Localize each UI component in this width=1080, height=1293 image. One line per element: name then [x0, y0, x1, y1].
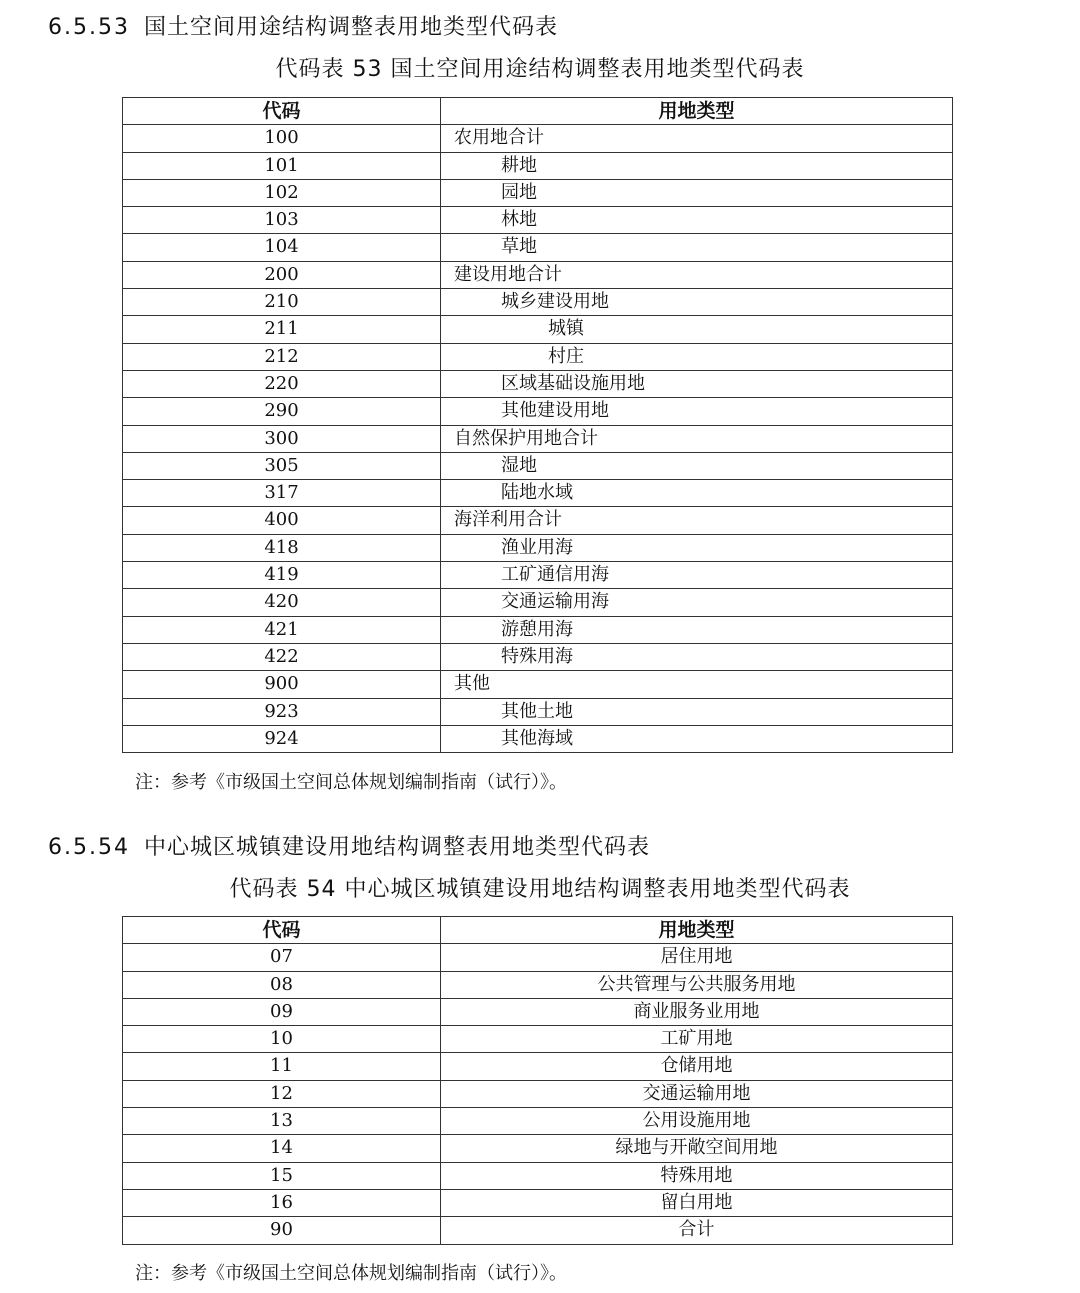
code-cell: 210	[123, 289, 441, 316]
land-type-cell: 城乡建设用地	[441, 289, 953, 316]
table-row	[123, 152, 953, 179]
table-row	[123, 1053, 953, 1080]
land-type-cell: 林地	[441, 207, 953, 234]
code-cell: 14	[123, 1135, 441, 1162]
table-54-title: 代码表 54 中心城区城镇建设用地结构调整表用地类型代码表	[229, 877, 851, 902]
code-cell: 10	[123, 1026, 441, 1053]
code-cell: 16	[123, 1189, 441, 1216]
land-type-cell: 交通运输用地	[441, 1080, 953, 1107]
land-type-cell: 绿地与开敞空间用地	[441, 1135, 953, 1162]
code-cell: 11	[123, 1053, 441, 1080]
table-row	[123, 207, 953, 234]
land-type-cell: 特殊用地	[441, 1162, 953, 1189]
table-53-note: 注：参考《市级国土空间总体规划编制指南（试行）》。	[135, 772, 567, 793]
code-cell: 220	[123, 370, 441, 397]
code-cell: 08	[123, 971, 441, 998]
table-row	[123, 234, 953, 261]
table-row	[123, 1189, 953, 1216]
table-row	[123, 1162, 953, 1189]
land-type-cell: 公共管理与公共服务用地	[441, 971, 953, 998]
table-53-title: 代码表 53 国土空间用途结构调整表用地类型代码表	[275, 57, 805, 82]
land-type-cell: 留白用地	[441, 1189, 953, 1216]
land-type-cell: 农用地合计	[441, 125, 953, 152]
land-type-cell: 居住用地	[441, 944, 953, 971]
land-type-cell: 工矿通信用海	[441, 562, 953, 589]
section-54-heading-text: 中心城区城镇建设用地结构调整表用地类型代码表	[144, 835, 651, 860]
code-cell: 200	[123, 261, 441, 288]
land-type-cell: 商业服务业用地	[441, 998, 953, 1025]
code-table-53	[122, 97, 953, 753]
table-row	[123, 998, 953, 1025]
table-row	[123, 643, 953, 670]
code-cell: 13	[123, 1108, 441, 1135]
code-cell: 923	[123, 698, 441, 725]
table-row	[123, 616, 953, 643]
land-type-cell: 渔业用海	[441, 534, 953, 561]
code-cell: 07	[123, 944, 441, 971]
table-54-note: 注：参考《市级国土空间总体规划编制指南（试行）》。	[135, 1263, 567, 1284]
table-row	[123, 1080, 953, 1107]
land-type-cell: 园地	[441, 179, 953, 206]
land-type-cell: 区域基础设施用地	[441, 370, 953, 397]
code-cell: 317	[123, 480, 441, 507]
table-header-row	[123, 917, 953, 944]
land-type-cell: 城镇	[441, 316, 953, 343]
code-cell: 102	[123, 179, 441, 206]
section-54-number: 6.5.54	[48, 835, 130, 860]
code-cell: 211	[123, 316, 441, 343]
land-type-cell: 草地	[441, 234, 953, 261]
land-type-cell: 村庄	[441, 343, 953, 370]
land-type-cell: 建设用地合计	[441, 261, 953, 288]
table-row	[123, 1217, 953, 1244]
table-row	[123, 316, 953, 343]
code-cell: 90	[123, 1217, 441, 1244]
table-row	[123, 1135, 953, 1162]
table-row	[123, 370, 953, 397]
table-row	[123, 343, 953, 370]
table-row	[123, 261, 953, 288]
table-row	[123, 452, 953, 479]
code-cell: 09	[123, 998, 441, 1025]
code-cell: 900	[123, 671, 441, 698]
land-type-cell: 仓储用地	[441, 1053, 953, 1080]
table-row	[123, 398, 953, 425]
land-type-cell: 其他海域	[441, 725, 953, 752]
land-type-cell: 其他土地	[441, 698, 953, 725]
section-53-heading-text: 国土空间用途结构调整表用地类型代码表	[144, 15, 559, 40]
code-cell: 300	[123, 425, 441, 452]
land-type-cell: 游憩用海	[441, 616, 953, 643]
code-table-54	[122, 916, 953, 1245]
land-type-cell: 公用设施用地	[441, 1108, 953, 1135]
land-type-cell: 工矿用地	[441, 1026, 953, 1053]
land-type-cell: 自然保护用地合计	[441, 425, 953, 452]
table-row	[123, 507, 953, 534]
code-cell: 422	[123, 643, 441, 670]
code-cell: 305	[123, 452, 441, 479]
table-row	[123, 1108, 953, 1135]
land-type-cell: 其他建设用地	[441, 398, 953, 425]
code-cell: 12	[123, 1080, 441, 1107]
section-53-heading	[48, 10, 558, 41]
table-row	[123, 534, 953, 561]
column-header-code: 代码	[123, 917, 441, 944]
section-54-heading	[48, 830, 650, 861]
land-type-cell: 其他	[441, 671, 953, 698]
table-row	[123, 971, 953, 998]
table-row	[123, 289, 953, 316]
code-cell: 924	[123, 725, 441, 752]
column-header-code: 代码	[123, 98, 441, 125]
code-cell: 418	[123, 534, 441, 561]
land-type-cell: 陆地水域	[441, 480, 953, 507]
land-type-cell: 交通运输用海	[441, 589, 953, 616]
section-53-number: 6.5.53	[48, 15, 130, 40]
table-row	[123, 562, 953, 589]
table-row	[123, 425, 953, 452]
land-type-cell: 特殊用海	[441, 643, 953, 670]
table-header-row	[123, 98, 953, 125]
table-row	[123, 125, 953, 152]
code-cell: 400	[123, 507, 441, 534]
code-cell: 212	[123, 343, 441, 370]
column-header-land-type: 用地类型	[441, 917, 953, 944]
table-row	[123, 480, 953, 507]
table-row	[123, 589, 953, 616]
code-cell: 100	[123, 125, 441, 152]
column-header-land-type: 用地类型	[441, 98, 953, 125]
code-cell: 290	[123, 398, 441, 425]
land-type-cell: 耕地	[441, 152, 953, 179]
code-cell: 15	[123, 1162, 441, 1189]
code-cell: 104	[123, 234, 441, 261]
table-row	[123, 179, 953, 206]
table-row	[123, 944, 953, 971]
code-cell: 419	[123, 562, 441, 589]
code-cell: 103	[123, 207, 441, 234]
code-cell: 101	[123, 152, 441, 179]
code-cell: 420	[123, 589, 441, 616]
land-type-cell: 合计	[441, 1217, 953, 1244]
table-row	[123, 671, 953, 698]
table-row	[123, 725, 953, 752]
table-row	[123, 1026, 953, 1053]
land-type-cell: 海洋利用合计	[441, 507, 953, 534]
table-row	[123, 698, 953, 725]
code-cell: 421	[123, 616, 441, 643]
land-type-cell: 湿地	[441, 452, 953, 479]
